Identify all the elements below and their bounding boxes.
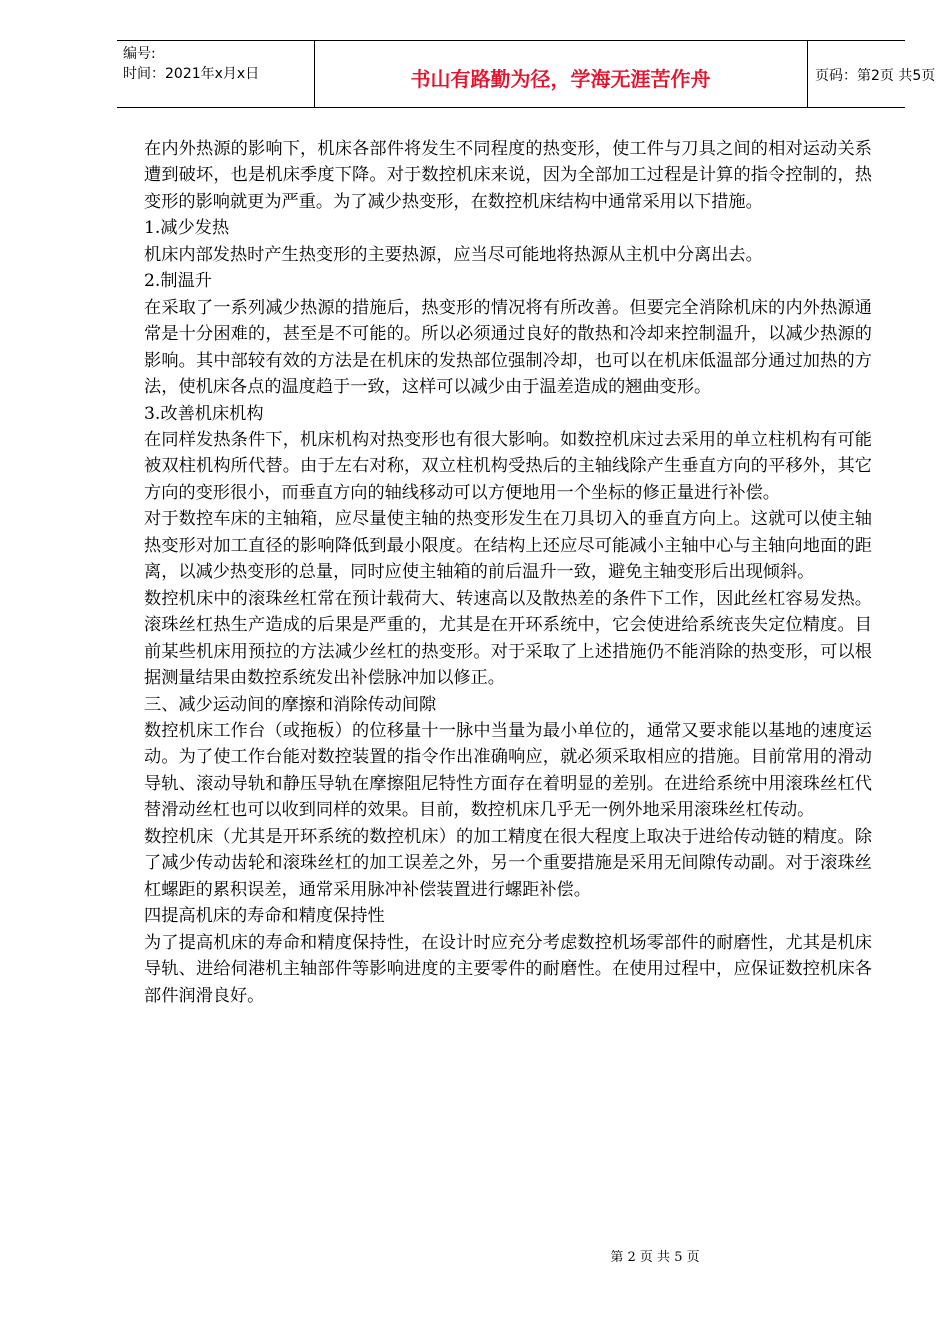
body-paragraph: 在采取了一系列减少热源的措施后，热变形的情况将有所改善。但要完全消除机床的内外热源通常是十分困难的，甚至是不可能的。所以必须通过良好的散热和冷却来控制温升，以减少热源的影响。其中部较有效的方法是在机床的发热部位强制冷却，也可以在机床低温部分通过加热的方法，使机床各点的温度趋于一致，这样可以减少由于温差造成的翘曲变形。: [144, 297, 872, 398]
header-info-cell: [117, 41, 315, 107]
body-paragraph: 数控机床（尤其是开环系统的数控机床）的加工精度在很大程度上取决于进给传动链的精度。除了减少传动齿轮和滚珠丝杠的加工误差之外，另一个重要措施是采用无间隙传动副。对于滚珠丝杠螺距的累积误差，通常采用脉冲补偿装置进行螺距补偿。: [144, 826, 872, 900]
body-paragraph: 数控机床工作台（或拖板）的位移量十一脉中当量为最小单位的，通常又要求能以基地的速度运动。为了使工作台能对数控装置的指令作出准确响应，就必须采取相应的措施。目前常用的滑动导轨、滚动导轨和静压导轨在摩擦阻尼特性方面存在着明显的差别。在进给系统中用滚珠丝杠代替滑动丝杠也可以收到同样的效果。目前，数控机床几乎无一例外地采用滚珠丝杠传动。: [144, 720, 872, 821]
section-heading: 2.制温升: [144, 271, 212, 292]
document-time-label: 时间：2021年x月x日: [123, 66, 260, 82]
document-number-label: 编号:: [123, 46, 156, 62]
body-paragraph: 在同样发热条件下，机床机构对热变形也有很大影响。如数控机床过去采用的单立柱机构有可能被双柱机构所代替。由于左右对称，双立柱机构受热后的主轴线除产生垂直方向的平移外，其它方向的变形很小，而垂直方向的轴线移动可以方便地用一个坐标的修正量进行补偿。: [144, 429, 872, 503]
footer-page-number: 第 2 页 共 5 页: [610, 1250, 700, 1265]
section-heading: 三、减少运动间的摩擦和消除传动间隙: [144, 694, 437, 715]
body-paragraph: 机床内部发热时产生热变形的主要热源，应当尽可能地将热源从主机中分离出去。: [144, 244, 763, 265]
header-page-cell: [807, 41, 936, 107]
body-paragraph: 在内外热源的影响下，机床各部件将发生不同程度的热变形，使工件与刀具之间的相对运动关系遭到破坏，也是机床季度下降。对于数控机床来说，因为全部加工过程是计算的指令控制的，热变形的影响就更为严重。为了减少热变形，在数控机床结构中通常采用以下措施。: [144, 139, 872, 212]
document-body: [144, 136, 872, 1009]
body-paragraph: 对于数控车床的主轴箱，应尽量使主轴的热变形发生在刀具切入的垂直方向上。这就可以使主轴热变形对加工直径的影响降低到最小限度。在结构上还应尽可能减小主轴中心与主轴向地面的距离，以减少热变形的总量，同时应使主轴箱的前后温升一致，避免主轴变形后出现倾斜。: [144, 509, 872, 583]
header-motto: 书山有路勤为径，学海无涯苦作舟: [410, 67, 711, 91]
header-page-info: 页码：第2页 共5页: [815, 68, 936, 84]
section-heading: 1.减少发热: [144, 218, 230, 239]
body-paragraph: 数控机床中的滚珠丝杠常在预计载荷大、转速高以及散热差的条件下工作，因此丝杠容易发热。滚珠丝杠热生产造成的后果是严重的，尤其是在开环系统中，它会使进给系统丧失定位精度。目前某些机床用预拉的方法减少丝杠的热变形。对于采取了上述措施仍不能消除的热变形，可以根据测量结果由数控系统发出补偿脉冲加以修正。: [144, 588, 872, 689]
body-paragraph: 为了提高机床的寿命和精度保持性，在设计时应充分考虑数控机场零部件的耐磨性，尤其是机床导轨、进给伺港机主轴部件等影响进度的主要零件的耐磨性。在使用过程中，应保证数控机床各部件润滑良好。: [144, 932, 872, 1006]
section-heading: 3.改善机床机构: [144, 403, 264, 424]
header-motto-cell: [314, 41, 808, 107]
section-heading: 四提高机床的寿命和精度保持性: [144, 906, 385, 927]
page-footer: [0, 1246, 950, 1265]
page-header: [117, 40, 936, 108]
